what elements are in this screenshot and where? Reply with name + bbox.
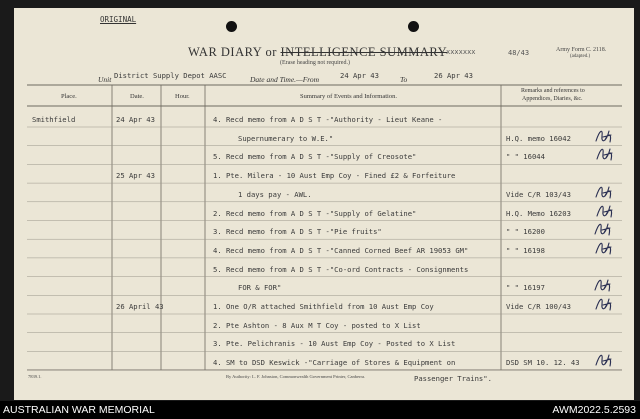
initials-signature: [594, 351, 614, 369]
row-summary: 4. Recd memo from A D S T -"Canned Corned Beef AR 19053 GM": [213, 245, 469, 255]
from-date: 24 Apr 43: [340, 71, 379, 80]
initials-signature: [593, 220, 613, 238]
column-header-place: Place.: [61, 93, 77, 100]
to-date: 26 Apr 43: [434, 71, 473, 80]
column-header-date: Date.: [130, 93, 144, 100]
unit-value: District Supply Depot AASC: [114, 71, 227, 80]
row-remark: Vide C/R 103/43: [506, 189, 571, 199]
initials-signature: [594, 183, 614, 201]
row-remark: Vide C/R 100/43: [506, 302, 571, 311]
row-remark: " " 16197: [506, 283, 545, 293]
form-reference: 7839.1.: [28, 374, 42, 379]
to-label: To: [400, 75, 408, 84]
unit-label: Unit: [98, 75, 112, 84]
entry-continuation: Passenger Trains".: [414, 374, 492, 383]
initials-signature: [594, 127, 614, 145]
footer-institution: AUSTRALIAN WAR MEMORIAL: [3, 404, 155, 416]
row-summary: 1 days pay - AWL.: [238, 189, 312, 199]
row-remark: " " 16200: [506, 227, 545, 237]
row-remark: " " 16044: [506, 152, 545, 162]
initials-signature: [595, 202, 615, 220]
war-diary-page: [14, 8, 634, 400]
footer-accession-number: AWM2022.5.2593: [552, 404, 636, 416]
row-remark: H.Q. Memo 16203: [506, 208, 571, 218]
army-form-adapted: (adapted.): [570, 54, 591, 59]
column-header-summary: Summary of Events and Information.: [300, 93, 397, 100]
title-crossout: xxxxxxx: [446, 48, 476, 56]
row-date: 26 April 43: [116, 302, 164, 311]
column-header-remarks-line1: Remarks and references to: [521, 88, 585, 94]
row-remark: DSD SM 10. 12. 43: [506, 358, 580, 368]
column-header-hour: Hour.: [175, 93, 190, 100]
title-intelligence-summary: INTELLIGENCE SUMMARY: [280, 45, 448, 59]
row-summary: 1. Pte. Milera - 10 Aust Emp Coy - Fined £2 & Forfeiture: [213, 171, 456, 181]
army-form-label: Army Form C. 2118.: [556, 47, 607, 53]
row-remark: H.Q. memo 16042: [506, 133, 571, 143]
row-summary: 2. Recd memo from A D S T -"Supply of Gelatine": [213, 208, 417, 218]
row-summary: 3. Pte. Pelichranis - 10 Aust Emp Coy - Posted to X List: [213, 339, 456, 349]
title-subtitle: (Erase heading not required.): [280, 60, 350, 66]
initials-signature: [594, 239, 614, 257]
row-summary: 5. Recd memo from A D S T -"Co-ord Contracts - Consignments: [213, 264, 469, 274]
column-header-remarks-line2: Appendices, Diaries, &c.: [522, 96, 583, 102]
archive-footer: [0, 401, 640, 419]
row-summary: 5. Recd memo from A D S T -"Supply of Creosote": [213, 152, 417, 162]
row-remark: " " 16198: [506, 245, 545, 255]
title-war-diary: WAR DIARY or: [188, 45, 281, 59]
row-place: Smithfield: [32, 115, 76, 124]
row-summary: 4. Recd memo from A D S T -"Authority - Lieut Keane -: [213, 115, 443, 124]
row-summary: 2. Pte Ashton - 8 Aux M T Coy - posted to X List: [213, 320, 421, 330]
initials-signature: [595, 145, 615, 163]
row-summary: 4. SM to DSD Keswick -"Carriage of Stores & Equipment on: [213, 358, 456, 368]
row-summary: Supernumerary to W.E.": [238, 133, 334, 143]
row-date: 25 Apr 43: [116, 171, 155, 181]
row-summary: FOR & FOR": [238, 283, 282, 293]
date-time-label: Date and Time.—From: [250, 75, 320, 84]
original-stamp: ORIGINAL: [100, 15, 137, 24]
initials-signature: [593, 276, 613, 294]
printer-authority: By Authority: L. F. Johnston, Commonwealth Government Printer, Canberra.: [226, 374, 366, 379]
initials-signature: [594, 295, 614, 313]
page-number: 48/43: [508, 49, 530, 57]
row-summary: 1. One O/R attached Smithfield from 10 Aust Emp Coy: [213, 302, 434, 311]
row-date: 24 Apr 43: [116, 115, 155, 124]
row-summary: 3. Recd memo from A D S T -"Pie fruits": [213, 227, 382, 237]
